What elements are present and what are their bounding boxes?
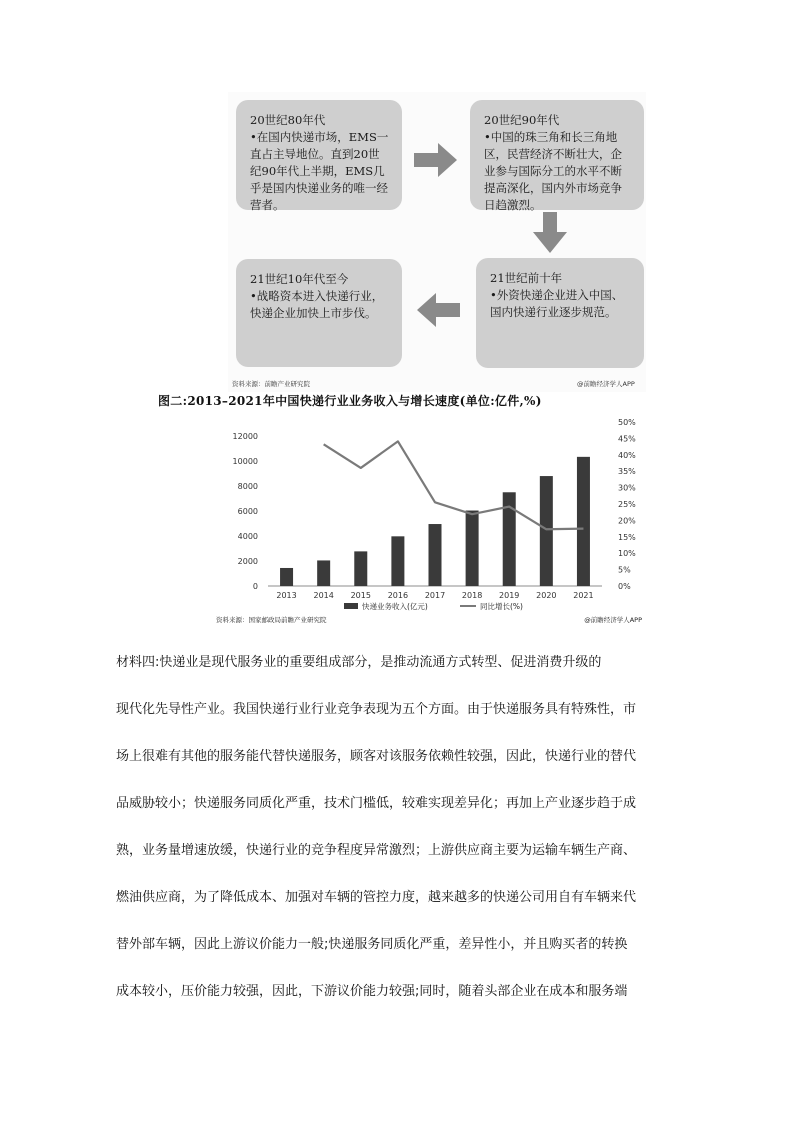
chart-brand-watermark: @前瞻经济学人APP: [584, 616, 642, 624]
y-left-tick-label: 2000: [237, 557, 258, 566]
bar-revenue: [317, 560, 330, 586]
flow-box-desc: •外资快递企业进入中国、国内快递行业逐步规范。: [490, 288, 624, 319]
y-left-tick-label: 0: [252, 582, 258, 591]
x-tick-label: 2017: [424, 591, 446, 600]
body-line-3: 场上很难有其他的服务能代替快递服务，顾客对该服务依赖性较强，因此，快递行业的替代: [116, 749, 637, 764]
arrow-left-icon: [416, 292, 460, 328]
bar-revenue: [466, 511, 479, 586]
body-line-8: 成本较小，压价能力较强，因此，下游议价能力较强;同时，随着头部企业在成本和服务端: [116, 984, 628, 999]
y-right-tick-label: 40%: [618, 450, 636, 460]
legend-bar-swatch: [344, 603, 358, 609]
y-right-tick-label: 10%: [618, 549, 636, 559]
y-left-tick-label: 12000: [232, 432, 258, 441]
flow-box-2000s: [476, 258, 644, 368]
flow-box-1990s: [470, 100, 644, 210]
x-tick-label: 2018: [461, 591, 483, 600]
chart-title: 图二:2013–2021年中国快递行业业务收入与增长速度(单位:亿件,%): [158, 394, 542, 408]
x-tick-label: 2021: [573, 591, 594, 600]
arrow-right-icon: [414, 142, 458, 178]
y-right-tick-label: 45%: [618, 434, 636, 444]
body-line-2: 现代化先导性产业。我国快递行业行业竞争表现为五个方面。由于快递服务具有特殊性，市: [116, 702, 637, 717]
arrow-down-icon: [532, 212, 568, 254]
x-tick-label: 2014: [313, 591, 334, 600]
y-right-tick-label: 20%: [618, 516, 636, 526]
body-line-6: 燃油供应商，为了降低成本、加强对车辆的管控力度，越来越多的快递公司用自有车辆来代: [116, 890, 637, 905]
y-left-tick-label: 4000: [237, 532, 258, 541]
flow-box-2010s: [236, 259, 402, 367]
body-line-5: 熟，业务量增速放缓，快递行业的竞争程度异常激烈；上游供应商主要为运输车辆生产商、: [116, 843, 637, 858]
bar-revenue: [280, 568, 293, 586]
bar-revenue: [540, 476, 553, 586]
y-right-tick-label: 30%: [618, 483, 636, 493]
x-tick-label: 2020: [536, 591, 557, 600]
y-right-tick-label: 50%: [618, 418, 636, 427]
flow-box-1980s: [236, 100, 402, 210]
y-right-tick-label: 35%: [618, 467, 636, 477]
body-line-1: 材料四:快递业是现代服务业的重要组成部分，是推动流通方式转型、促进消费升级的: [116, 655, 602, 670]
chart-source-note: 资料来源：国家邮政局前瞻产业研究院: [216, 616, 327, 624]
chart-svg: [210, 410, 646, 632]
flow-box-era: 20世纪90年代: [484, 113, 560, 127]
flow-box-desc: •中国的珠三角和长三角地区，民营经济不断壮大，企业参与国际分工的水平不断提高深化，国内外市场竞争日趋激烈。: [484, 130, 622, 212]
y-right-tick-label: 15%: [618, 532, 636, 542]
legend-bar-label: 快递业务收入(亿元): [362, 602, 428, 611]
bar-revenue: [391, 536, 404, 586]
flow-brand-watermark: @前瞻经济学人APP: [577, 380, 635, 388]
express-revenue-chart: [210, 410, 646, 632]
history-flow-diagram: [228, 92, 646, 392]
y-left-tick-label: 8000: [237, 482, 258, 491]
y-right-tick-label: 25%: [618, 500, 636, 509]
x-tick-label: 2013: [276, 591, 297, 600]
legend-line-label: 同比增长(%): [480, 602, 523, 611]
y-right-tick-label: 5%: [618, 565, 631, 575]
y-right-tick-label: 0%: [618, 582, 631, 591]
bar-revenue: [577, 457, 590, 586]
y-left-tick-label: 6000: [237, 507, 258, 516]
body-line-7: 替外部车辆，因此上游议价能力一般;快递服务同质化严重，差异性小，并且购买者的转换: [116, 937, 628, 952]
bar-revenue: [429, 524, 442, 586]
body-line-4: 品威胁较小；快递服务同质化严重，技术门槛低，较难实现差异化；再加上产业逐步趋于成: [116, 796, 637, 811]
flow-source-note: 资料来源：前瞻产业研究院: [232, 380, 310, 388]
flow-box-era: 21世纪10年代至今: [250, 272, 349, 286]
x-tick-label: 2019: [499, 591, 520, 600]
x-tick-label: 2015: [350, 591, 371, 600]
x-tick-label: 2016: [387, 591, 409, 600]
bar-revenue: [354, 551, 367, 586]
flow-box-desc: •战略资本进入快递行业，快递企业加快上市步伐。: [250, 289, 384, 320]
flow-box-era: 20世纪80年代: [250, 113, 326, 127]
flow-box-era: 21世纪前十年: [490, 271, 563, 285]
y-left-tick-label: 10000: [232, 457, 258, 466]
flow-box-desc: •在国内快递市场，EMS一直占主导地位。直到20世纪90年代上半期，EMS几乎是国内快递业务的唯一经营者。: [250, 130, 389, 212]
